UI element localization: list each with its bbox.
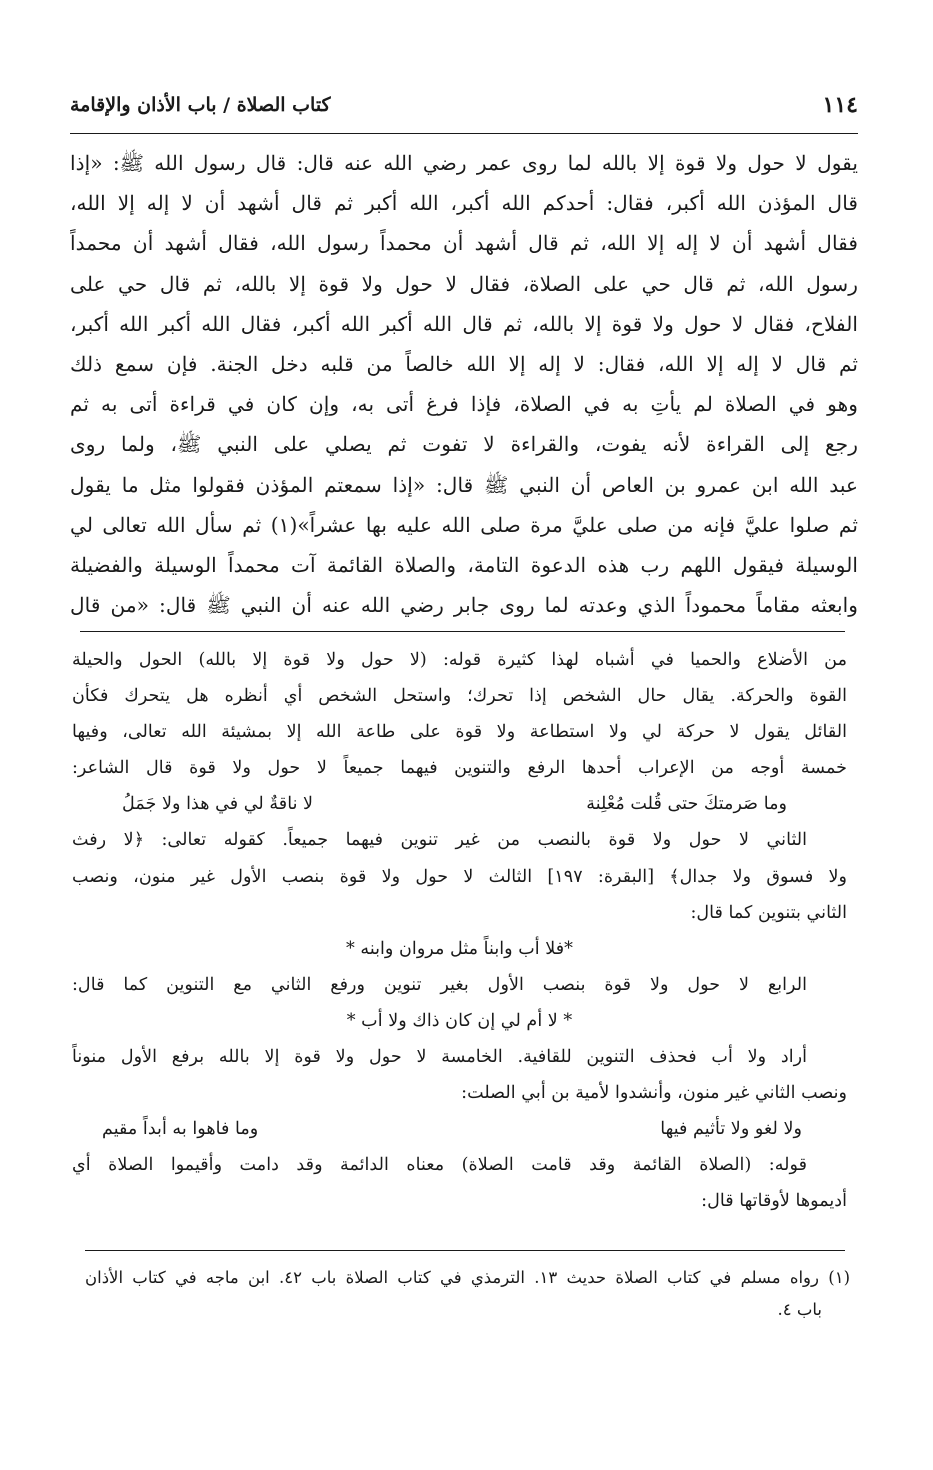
main-text-line: رسول الله، ثم قال حي على الصلاة، فقال لا حول ولا قوة إلا بالله، ثم قال حي على <box>70 271 858 296</box>
running-title: كتاب الصلاة / باب الأذان والإقامة <box>70 94 331 116</box>
commentary-line: من الأضلاع والحميا في أشباه لهذا كثيرة قوله: (لا حول ولا قوة إلا بالله) الحول والحيلة <box>72 650 847 670</box>
poetry-verse-centered: * لا أم لي إن كان ذاك ولا أب * <box>346 1010 573 1031</box>
main-text-line: الفلاح، فقال لا حول ولا قوة إلا بالله، ثم قال الله أكبر الله أكبر، فقال الله أكبر الله أكبر، <box>70 311 858 336</box>
page-header <box>70 90 858 130</box>
commentary-line: خمسة أوجه من الإعراب أحدها الرفع والتنوين فيهما جميعاً لا حول ولا قوة قال الشاعر: <box>72 758 847 779</box>
commentary-line: ولا فسوق ولا جدال﴾ [البقرة: ١٩٧] الثالث لا حول ولا قوة بنصب الأول غير منون، ونصب <box>72 866 847 887</box>
footnote-divider <box>85 1250 845 1251</box>
verse-second-hemistich: وما فاهوا به أبداً مقيم <box>102 1119 259 1140</box>
commentary-line: الثاني بتنوين كما قال: <box>690 902 847 923</box>
main-text-line: رجع إلى القراءة لأنه يفوت، والقراءة لا تفوت ثم يصلي على النبي ﷺ، ولما روى <box>70 432 858 457</box>
main-text-line: ثم صلوا عليَّ فإنه من صلى عليَّ مرة صلى الله عليه بها عشراً»(١) ثم سأل الله تعالى لي <box>70 512 858 537</box>
commentary-line: أراد ولا أب فحذف التنوين للقافية. الخامسة لا حول ولا قوة إلا بالله برفع الأول منوناً <box>72 1047 807 1068</box>
poetry-verse-centered: *فلا أب وابناً مثل مروان وابنه * <box>346 938 573 959</box>
main-text-line: عبد الله ابن عمرو بن العاص أن النبي ﷺ قال: «إذا سمعتم المؤذن فقولوا مثل ما يقول <box>70 472 858 497</box>
poetry-verse <box>72 786 847 822</box>
main-text <box>70 143 858 625</box>
commentary-line: الرابع لا حول ولا قوة بنصب الأول بغير تنوين ورفع الثاني مع التنوين كما قال: <box>72 974 807 995</box>
main-text-line: فقال أشهد أن لا إله إلا الله، ثم قال أشهد أن محمداً رسول الله، فقال أشهد أن محمداً <box>70 231 858 256</box>
page-number: ١١٤ <box>822 92 858 118</box>
commentary-divider <box>80 631 845 632</box>
verse-first-hemistich: وما صَرمتكَ حتى قُلت مُعْلِنة <box>586 794 787 815</box>
main-text-line: الوسيلة فيقول اللهم رب هذه الدعوة التامة، والصلاة القائمة آت محمداً الوسيلة والفضيلة <box>70 552 858 577</box>
commentary-line: الثاني لا حول ولا قوة بالنصب من غير تنوين فيهما جميعاً. كقوله تعالى: ﴿لا رفث <box>72 830 807 851</box>
footnote-line: باب ٤. <box>777 1300 822 1319</box>
main-text-line: قال المؤذن الله أكبر، فقال: أحدكم الله أكبر، الله أكبر ثم قال أشهد أن لا إله إلا الله، <box>70 191 858 216</box>
main-text-line: وهو في الصلاة لم يأتِ به في الصلاة، فإذا فرغ أتى به، وإن كان في قراءة أتى به ثم <box>70 392 858 417</box>
commentary <box>72 642 847 1220</box>
header-divider <box>70 133 858 134</box>
poetry-verse <box>72 1111 847 1147</box>
main-text-line: ثم قال لا إله إلا الله، فقال: لا إله إلا الله خالصاً من قلبه دخل الجنة. فإن سمع ذلك <box>70 351 858 376</box>
commentary-line: ونصب الثاني غير منون، وأنشدوا لأمية بن أبي الصلت: <box>461 1083 847 1104</box>
commentary-line: قوله: (الصلاة القائمة وقد قامت الصلاة) معناه الدائمة وقد دامت وأقيموا الصلاة أي <box>72 1155 807 1176</box>
footnote-line: (١) رواه مسلم في كتاب الصلاة حديث ١٣. الترمذي في كتاب الصلاة باب ٤٢. ابن ماجه في كتاب الأذان <box>85 1268 850 1287</box>
footnotes <box>85 1262 850 1326</box>
main-text-line: وابعثه مقاماً محموداً الذي وعدته لما روى جابر رضي الله عنه أن النبي ﷺ قال: «من قال <box>70 593 858 618</box>
main-text-line: يقول لا حول ولا قوة إلا بالله لما روى عمر رضي الله عنه قال: قال رسول الله ﷺ: «إذا <box>70 151 858 175</box>
commentary-line: القائل يقول لا حركة لي ولا استطاعة ولا قوة على طاعة الله إلا بمشيئة الله تعالى، وفيها <box>72 722 847 743</box>
commentary-line: أديموها لأوقاتها قال: <box>701 1191 847 1212</box>
commentary-line: القوة والحركة. يقال حال الشخص إذا تحرك؛ واستحل الشخص أي أنظره هل يتحرك فكأن <box>72 686 847 707</box>
verse-second-hemistich: لا ناقةٌ لي في هذا ولا جَمَلُ <box>122 794 314 815</box>
verse-first-hemistich: ولا لغو ولا تأثيم فيها <box>660 1119 802 1140</box>
